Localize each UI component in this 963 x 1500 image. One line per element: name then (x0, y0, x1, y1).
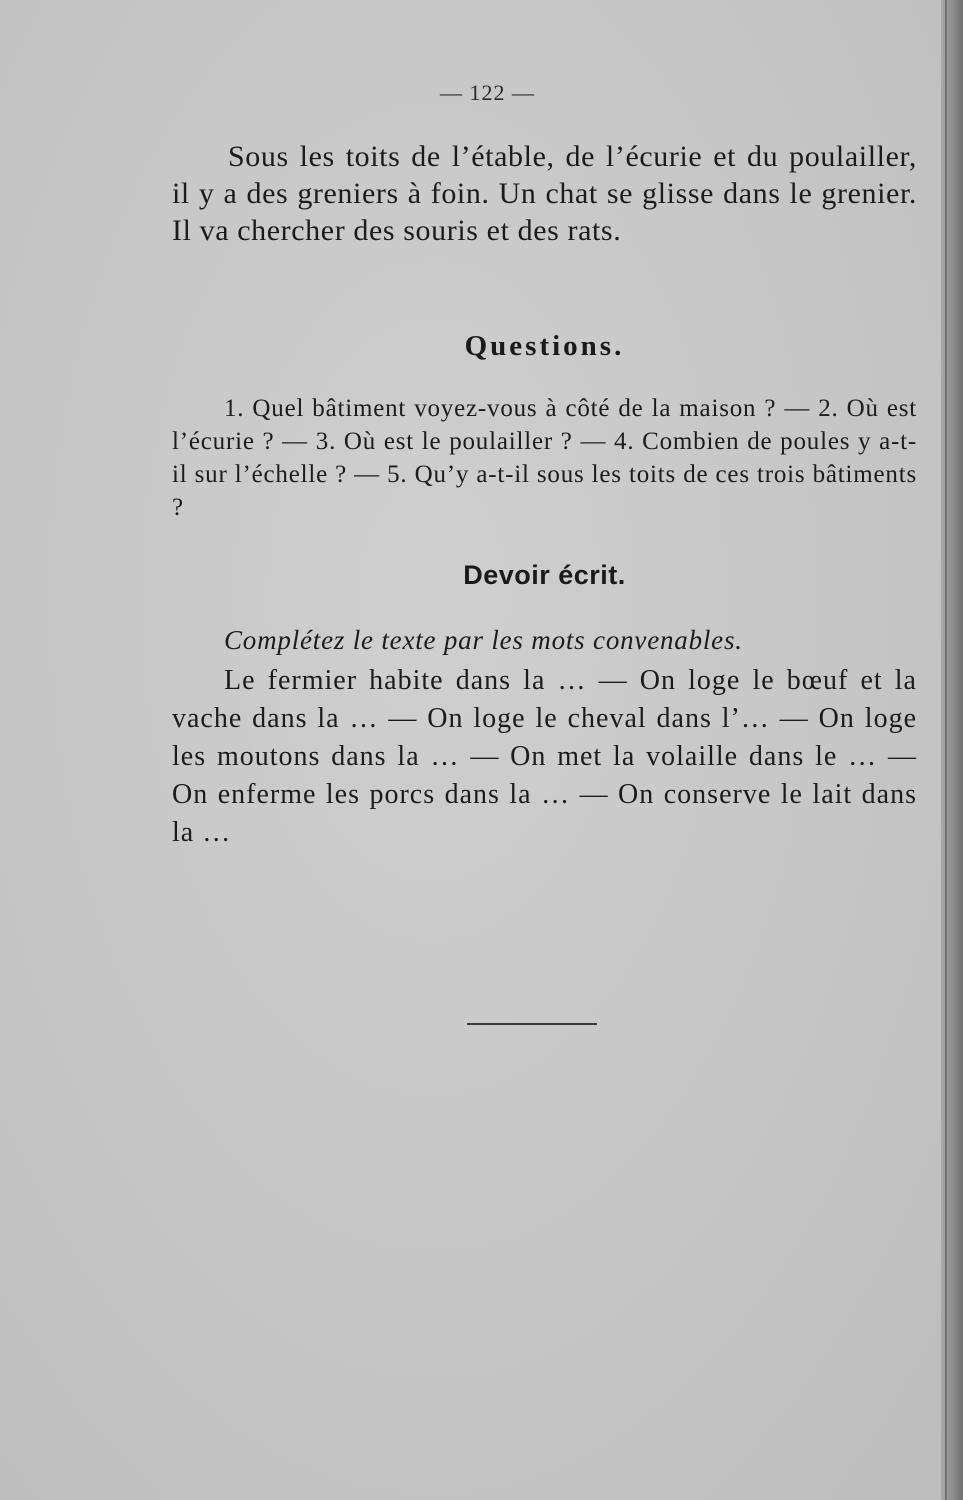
questions-text: 1. Quel bâtiment voyez-vous à côté de la maison ? — 2. Où est l’écurie ? — 3. Où est le poulailler ? — 4. Combien de poules y a-t-il sur l’échelle ? — 5. Qu’y a-t-il sous les toits de ces trois bâtiments ? (172, 395, 917, 521)
questions-heading: Questions. (464, 330, 625, 362)
main-paragraph: Sous les toits de l’étable, de l’écurie et du poulailler, il y a des greniers à foin. Un chat se glisse dans le grenier. Il va chercher des souris et des rats. (172, 140, 917, 247)
book-spine-edge (945, 0, 947, 1500)
end-divider-rule (467, 1023, 597, 1025)
page-number: — 122 — (440, 80, 535, 105)
devoir-instruction: Complétez le texte par les mots convenables. (224, 625, 743, 655)
devoir-exercise-text: Le fermier habite dans la … — On loge le bœuf et la vache dans la … — On loge le cheval dans l’… — On loge les moutons dans la … — On met la volaille dans le … — On enferme les porcs dans la … — On conserve le lait dans la … (172, 665, 917, 848)
devoir-heading: Devoir écrit. (463, 560, 626, 590)
